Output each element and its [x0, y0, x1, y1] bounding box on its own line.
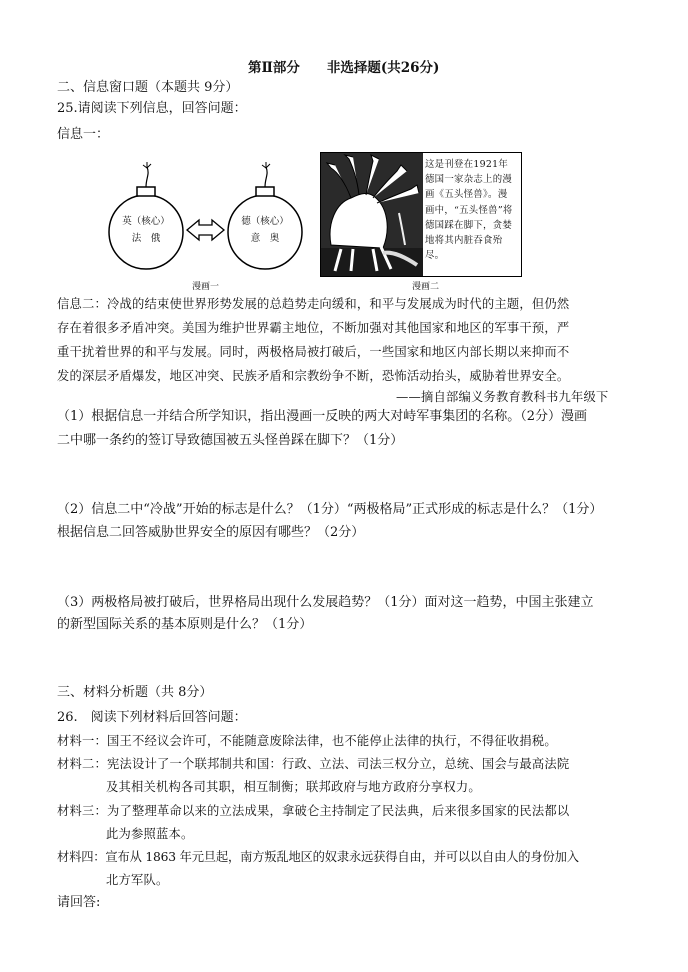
material-3-line1: 材料三：为了整理革命以来的立法成果，拿破仑主持制定了民法典，后来很多国家的民法都以 [57, 804, 570, 818]
info2-line: 信息二：冷战的结束使世界形势发展的总趋势走向缓和，和平与发展成为时代的主题，但仍然 [57, 297, 570, 311]
material-2-line2: 及其相关机构各司其职，相互制衡；联邦政府与地方政府分享权力。 [106, 780, 481, 794]
five-headed-monster-illustration [321, 153, 423, 276]
right-bomb-line1: 德（核心） [241, 216, 289, 227]
please-answer: 请回答: [57, 895, 101, 910]
double-arrow-icon [187, 220, 224, 240]
material-2-line1: 材料二：宪法设计了一个联邦制共和国：行政、立法、司法三权分立，总统、国会与最高法院 [57, 757, 570, 771]
cartoon-two-text: 这是刊登在1921年德国一家杂志上的漫画《五头怪兽》。漫画中，“五头怪兽”将德国踩在脚下，贪婪地将其内脏吞食殆尽。 [425, 159, 513, 262]
q25-prompt: 25.请阅读下列信息，回答问题： [57, 101, 247, 116]
info2-line: 发的深层矛盾爆发，地区冲突、民族矛盾和宗教纷争不断，恐怖活动抬头，威胁着世界安全。 [57, 369, 570, 383]
cartoon-two-caption: 漫画二 [412, 282, 440, 292]
info2-line: 存在着很多矛盾冲突。美国为维护世界霸主地位，不断加强对其他国家和地区的军事干预，严 [57, 321, 570, 335]
cartoon-one-caption: 漫画一 [192, 282, 220, 292]
cartoon-one [100, 152, 310, 292]
left-bomb-line2: 法 俄 [131, 233, 161, 244]
question-1-line: 二中哪一条约的签订导致德国被五头怪兽踩在脚下？（1分） [57, 433, 404, 448]
question-2-line: （2）信息二中“冷战”开始的标志是什么？（1分）“两极格局”正式形成的标志是什么？（1分） [57, 502, 603, 517]
info2-line: 重干扰着世界的和平与发展。同时，两极格局被打破后，一些国家和地区内部长期以来抑而不 [57, 345, 570, 359]
material-4-line2: 北方军队。 [106, 873, 169, 887]
info2-source: ——摘自部编义务教育教科书九年级下 [396, 390, 609, 404]
question-3-line: 的新型国际关系的基本原则是什么？（1分） [57, 617, 313, 632]
info1-label: 信息一： [57, 127, 110, 142]
question-2-line: 根据信息二回答威胁世界安全的原因有哪些？（2分） [57, 525, 365, 540]
question-3-line: （3）两极格局被打破后，世界格局出现什么发展趋势？（1分）面对这一趋势，中国主张建立 [57, 595, 594, 610]
section3-heading: 三、材料分析题（共 8分） [57, 685, 213, 700]
question-1-line: （1）根据信息一并结合所学知识，指出漫画一反映的两大对峙军事集团的名称。（2分）漫画 [57, 409, 588, 424]
material-1: 材料一：国王不经议会许可，不能随意废除法律，也不能停止法律的执行，不得征收捐税。 [57, 734, 557, 748]
page-title: 第Ⅱ部分 非选择题(共26分) [248, 60, 440, 76]
cartoon-two [320, 152, 522, 277]
q26-prompt: 26. 阅读下列材料后回答问题： [57, 710, 247, 725]
material-4-line1: 材料四：宣布从 1863 年元旦起，南方叛乱地区的奴隶永远获得自由，并可以以自由人的身份加入 [57, 850, 579, 864]
section2-heading: 二、信息窗口题（本题共 9分） [57, 80, 239, 95]
material-3-line2: 此为参照蓝本。 [106, 827, 194, 841]
left-bomb-line1: 英（核心） [122, 216, 170, 227]
right-bomb-line2: 意 奥 [250, 233, 280, 244]
